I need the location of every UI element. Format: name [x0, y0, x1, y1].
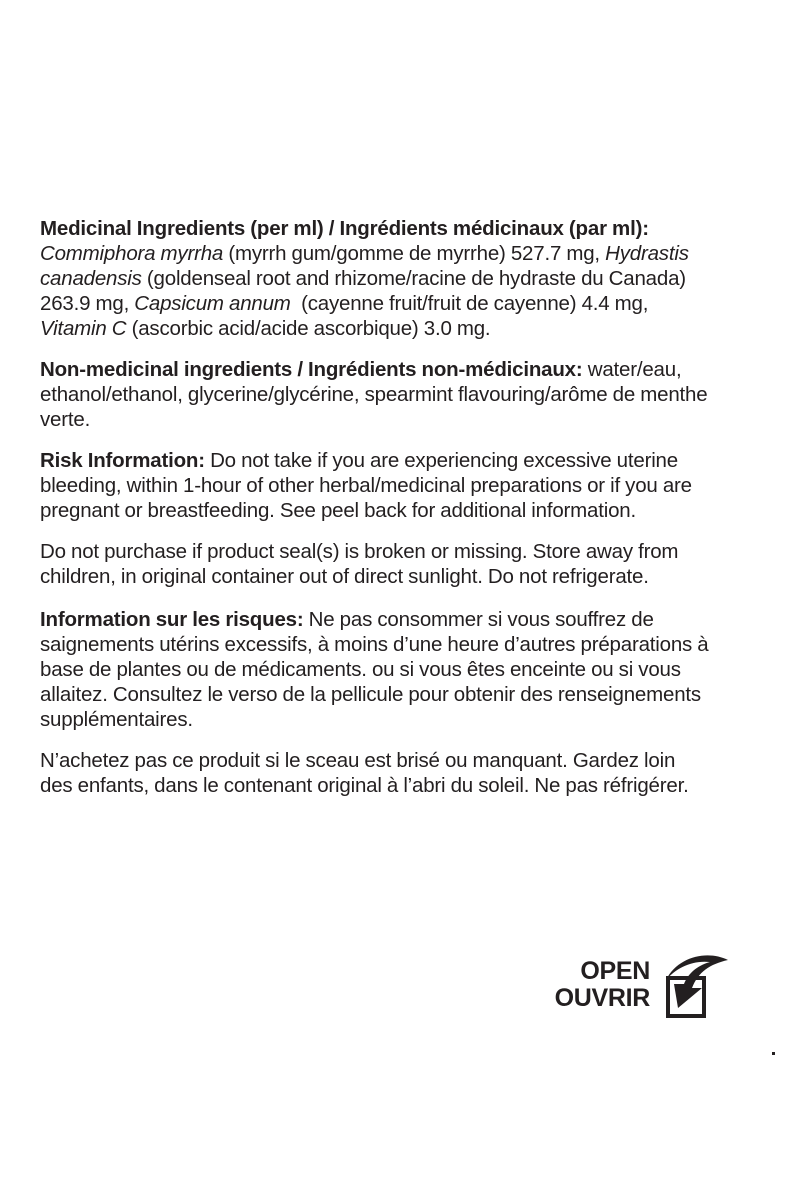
open-marker-line-fr: OUVRIR	[554, 984, 650, 1012]
risk-information-fr-heading: Information sur les risques:	[40, 608, 304, 631]
non-medicinal-ingredients-paragraph	[40, 357, 712, 432]
open-marker-text	[530, 958, 650, 1012]
medicinal-ingredients-heading: Medicinal Ingredients (per ml) / Ingrédients médicinaux (par ml):	[40, 217, 649, 240]
risk-information-en-heading: Risk Information:	[40, 449, 205, 472]
risk-information-en-body: Do not take if you are experiencing excessive uterine bleeding, within 1-hour of other herbal/medicinal preparations or if you are pregnant or breastfeeding. See peel back for additional information.	[40, 449, 692, 522]
registration-dot	[772, 1052, 775, 1055]
medicinal-ingredients-body: Commiphora myrrha (myrrh gum/gomme de myrrhe) 527.7 mg, Hydrastis canadensis (goldenseal root and rhizome/racine de hydraste du Canada) 263.9 mg, Capsicum annum (cayenne fruit/fruit de cayenne) 4.4 mg, Vitamin C (ascorbic acid/acide ascorbique) 3.0 mg.	[40, 242, 689, 340]
storage-fr-body: N’achetez pas ce produit si le sceau est brisé ou manquant. Gardez loin des enfants, dans le contenant original à l’abri du soleil. Ne pas réfrigérer.	[40, 749, 689, 797]
risk-information-fr-paragraph	[40, 607, 712, 732]
non-medicinal-ingredients-body: water/eau, ethanol/ethanol, glycerine/glycérine, spearmint flavouring/arôme de menthe verte.	[40, 358, 708, 431]
risk-information-en-paragraph	[40, 448, 712, 523]
medicinal-ingredients-paragraph	[40, 216, 712, 341]
open-marker-line-en: OPEN	[580, 957, 650, 985]
storage-en-body: Do not purchase if product seal(s) is broken or missing. Store away from children, in original container out of direct sunlight. Do not refrigerate.	[40, 540, 679, 588]
storage-en-paragraph	[40, 539, 712, 589]
risk-information-fr-body: Ne pas consommer si vous souffrez de saignements utérins excessifs, à moins d’une heure d’autres préparations à base de plantes ou de médicaments. ou si vous êtes enceinte ou si vous allaitez. Consultez le verso de la pellicule pour obtenir des renseignements supplémentaires.	[40, 608, 709, 731]
non-medicinal-ingredients-heading: Non-medicinal ingredients / Ingrédients non-médicinaux:	[40, 358, 583, 381]
open-marker	[530, 958, 730, 1028]
label-text-content	[40, 216, 712, 798]
peel-arrow-icon	[658, 954, 732, 1024]
storage-fr-paragraph	[40, 748, 712, 798]
